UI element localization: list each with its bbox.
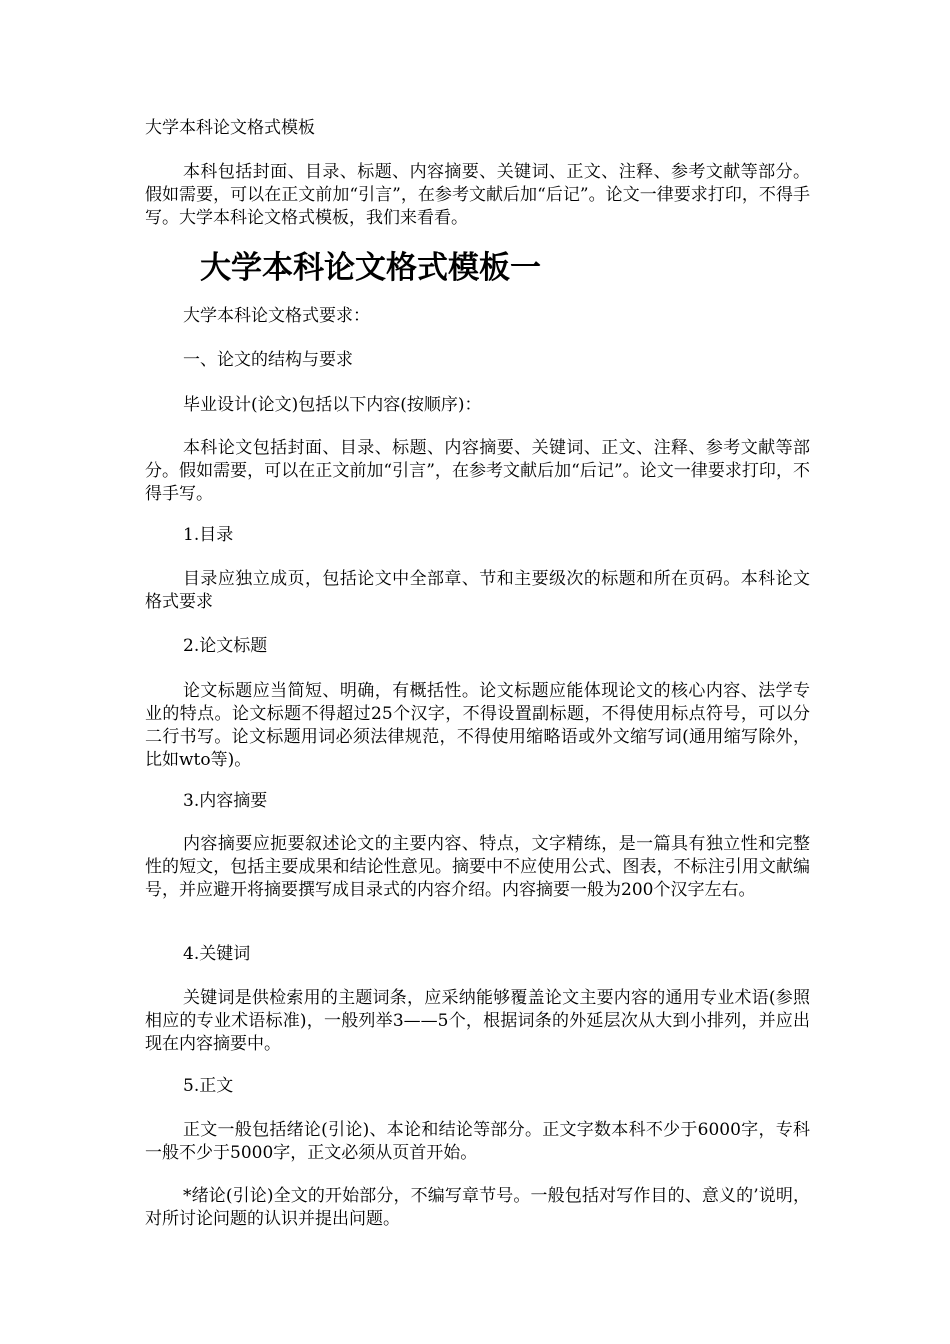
item-body-main-text: 正文一般包括绪论(引论)、本论和结论等部分。正文字数本科不少于6000字，专科一般不少于5000字，正文必须从页首开始。: [145, 1120, 810, 1163]
item-body-paper-title: 论文标题应当简短、明确，有概括性。论文标题应能体现论文的核心内容、法学专业的特点。论文标题不得超过25个汉字，不得设置副标题，不得使用标点符号，可以分二行书写。论文标题用词必须法律规范，不得使用缩略语或外文缩写词(通用缩写除外，比如wto等)。: [145, 681, 810, 770]
item-title-toc: 1.目录: [183, 525, 234, 545]
introduction-note: *绪论(引论)全文的开始部分，不编写章节号。一般包括对写作目的、意义的’说明，对所讨论问题的认识并提出问题。: [145, 1186, 810, 1229]
section-title-structure: 一、论文的结构与要求: [183, 350, 353, 370]
structure-paragraph: 本科论文包括封面、目录、标题、内容摘要、关键词、正文、注释、参考文献等部分。假如需要，可以在正文前加“引言”，在参考文献后加“后记”。论文一律要求打印，不得手写。: [145, 438, 810, 504]
item-body-keywords: 关键词是供检索用的主题词条，应采纳能够覆盖论文主要内容的通用专业术语(参照相应的专业术语标准)，一般列举3——5个，根据词条的外延层次从大到小排列，并应出现在内容摘要中。: [145, 988, 810, 1054]
item-title-paper-title: 2.论文标题: [183, 636, 268, 656]
item-title-keywords: 4.关键词: [183, 944, 251, 964]
item-title-abstract: 3.内容摘要: [183, 791, 268, 811]
intro-paragraph: 本科包括封面、目录、标题、内容摘要、关键词、正文、注释、参考文献等部分。假如需要，可以在正文前加“引言”，在参考文献后加“后记”。论文一律要求打印，不得手写。大学本科论文格式模板，我们来看看。: [145, 162, 810, 228]
document-title: 大学本科论文格式模板: [145, 118, 315, 138]
graduation-contents-label: 毕业设计(论文)包括以下内容(按顺序)：: [183, 395, 482, 415]
item-body-toc: 目录应独立成页，包括论文中全部章、节和主要级次的标题和所在页码。本科论文格式要求: [145, 569, 810, 612]
item-body-abstract: 内容摘要应扼要叙述论文的主要内容、特点，文字精练，是一篇具有独立性和完整性的短文，包括主要成果和结论性意见。摘要中不应使用公式、图表，不标注引用文献编号，并应避开将摘要撰写成目录式的内容介绍。内容摘要一般为200个汉字左右。: [145, 834, 810, 900]
main-heading: 大学本科论文格式模板一: [200, 250, 541, 286]
item-title-main-text: 5.正文: [183, 1076, 234, 1096]
requirements-label: 大学本科论文格式要求：: [183, 306, 370, 326]
